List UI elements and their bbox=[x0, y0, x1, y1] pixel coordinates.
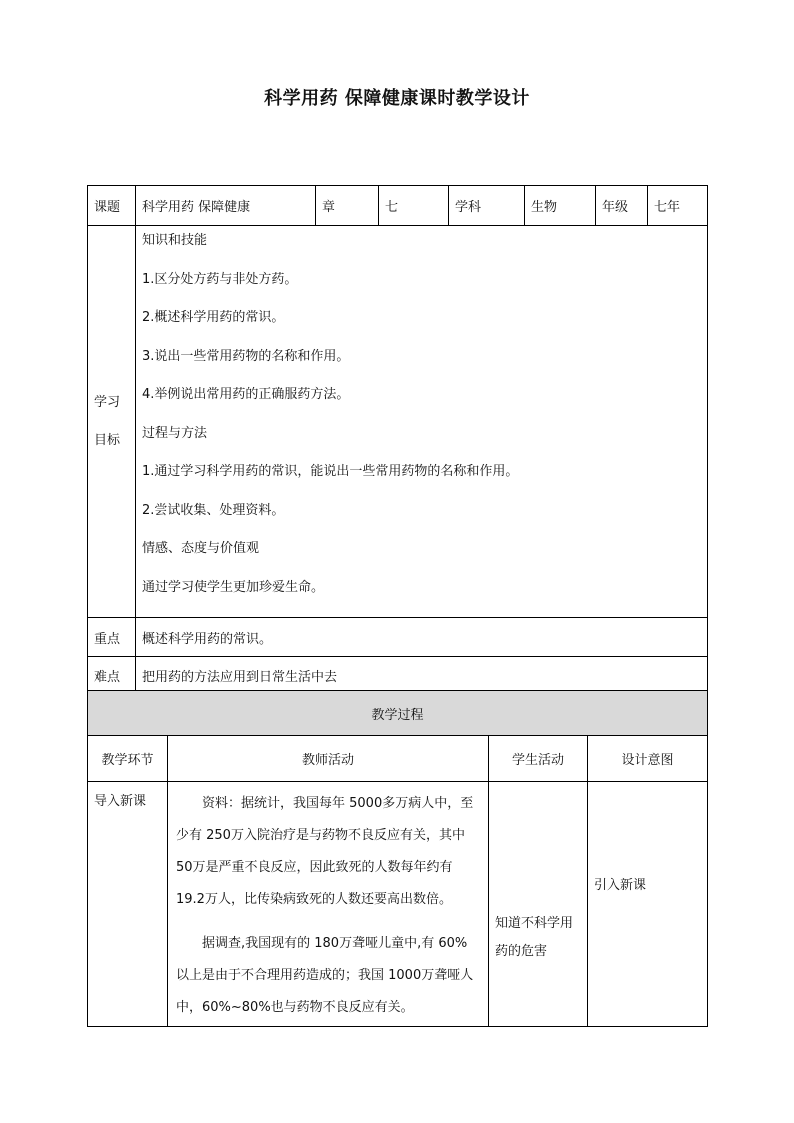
objective-line: 2.概述科学用药的常识。 bbox=[142, 310, 285, 325]
objectives-label-line2: 目标 bbox=[94, 432, 121, 448]
key-point-label: 重点 bbox=[88, 618, 136, 657]
grade-label: 年级 bbox=[596, 186, 648, 226]
process-heading-row bbox=[88, 691, 708, 736]
teacher-paragraph-2: 据调查,我国现有的 180万聋哑儿童中,有 60%以上是由于不合理用药造成的；我国 1000万聋哑人中，60%~80%也与药物不良反应有关。 bbox=[176, 936, 474, 1015]
column-stage: 教学环节 bbox=[88, 736, 168, 782]
objective-line: 通过学习使学生更加珍爱生命。 bbox=[142, 579, 325, 595]
process-columns-row bbox=[88, 736, 708, 782]
intent-cell: 引入新课 bbox=[588, 782, 708, 1027]
objective-line: 3.说出一些常用药物的名称和作用。 bbox=[142, 348, 350, 364]
objective-line: 2.尝试收集、处理资料。 bbox=[142, 502, 285, 518]
process-heading: 教学过程 bbox=[88, 691, 708, 736]
key-point-text: 概述科学用药的常识。 bbox=[136, 618, 708, 657]
topic-value: 科学用药 保障健康 bbox=[136, 186, 316, 226]
teaching-process-table bbox=[87, 690, 708, 1027]
objective-line: 1.通过学习科学用药的常识，能说出一些常用药物的名称和作用。 bbox=[142, 464, 519, 479]
key-point-row bbox=[88, 618, 708, 657]
objective-line: 1.区分处方药与非处方药。 bbox=[142, 271, 298, 287]
objective-line: 知识和技能 bbox=[142, 233, 208, 248]
process-row-intro bbox=[88, 782, 708, 1027]
objective-line: 过程与方法 bbox=[142, 425, 208, 441]
objective-line: 情感、态度与价值观 bbox=[142, 541, 260, 556]
difficulty-text: 把用药的方法应用到日常生活中去 bbox=[136, 657, 708, 695]
objective-line: 4.举例说出常用药的正确服药方法。 bbox=[142, 387, 350, 402]
column-intent: 设计意图 bbox=[588, 736, 708, 782]
topic-label: 课题 bbox=[88, 186, 136, 226]
teacher-paragraph-1: 资料：据统计，我国每年 5000多万病人中，至少有 250万入院治疗是与药物不良反应有关，其中 50万是严重不良反应，因此致死的人数每年约有 19.2万人，比传染病致死的人数还要高出数倍。 bbox=[176, 796, 474, 907]
column-teacher: 教师活动 bbox=[168, 736, 489, 782]
objectives-label bbox=[88, 226, 136, 618]
objectives-content bbox=[136, 226, 708, 618]
student-activity-cell: 知道不科学用药的危害 bbox=[489, 782, 588, 1027]
difficulty-row bbox=[88, 657, 708, 695]
difficulty-label: 难点 bbox=[88, 657, 136, 695]
chapter-value: 七 bbox=[379, 186, 449, 226]
subject-value: 生物 bbox=[525, 186, 596, 226]
lesson-info-table bbox=[87, 185, 708, 695]
header-row bbox=[88, 186, 708, 226]
column-student: 学生活动 bbox=[489, 736, 588, 782]
teacher-activity-cell bbox=[168, 782, 489, 1027]
subject-label: 学科 bbox=[449, 186, 525, 226]
chapter-label: 章 bbox=[316, 186, 379, 226]
stage-cell: 导入新课 bbox=[88, 782, 168, 1027]
page-title: 科学用药 保障健康课时教学设计 bbox=[264, 88, 530, 109]
grade-value: 七年 bbox=[648, 186, 708, 226]
objectives-label-line1: 学习 bbox=[94, 394, 121, 410]
objectives-row bbox=[88, 226, 708, 618]
